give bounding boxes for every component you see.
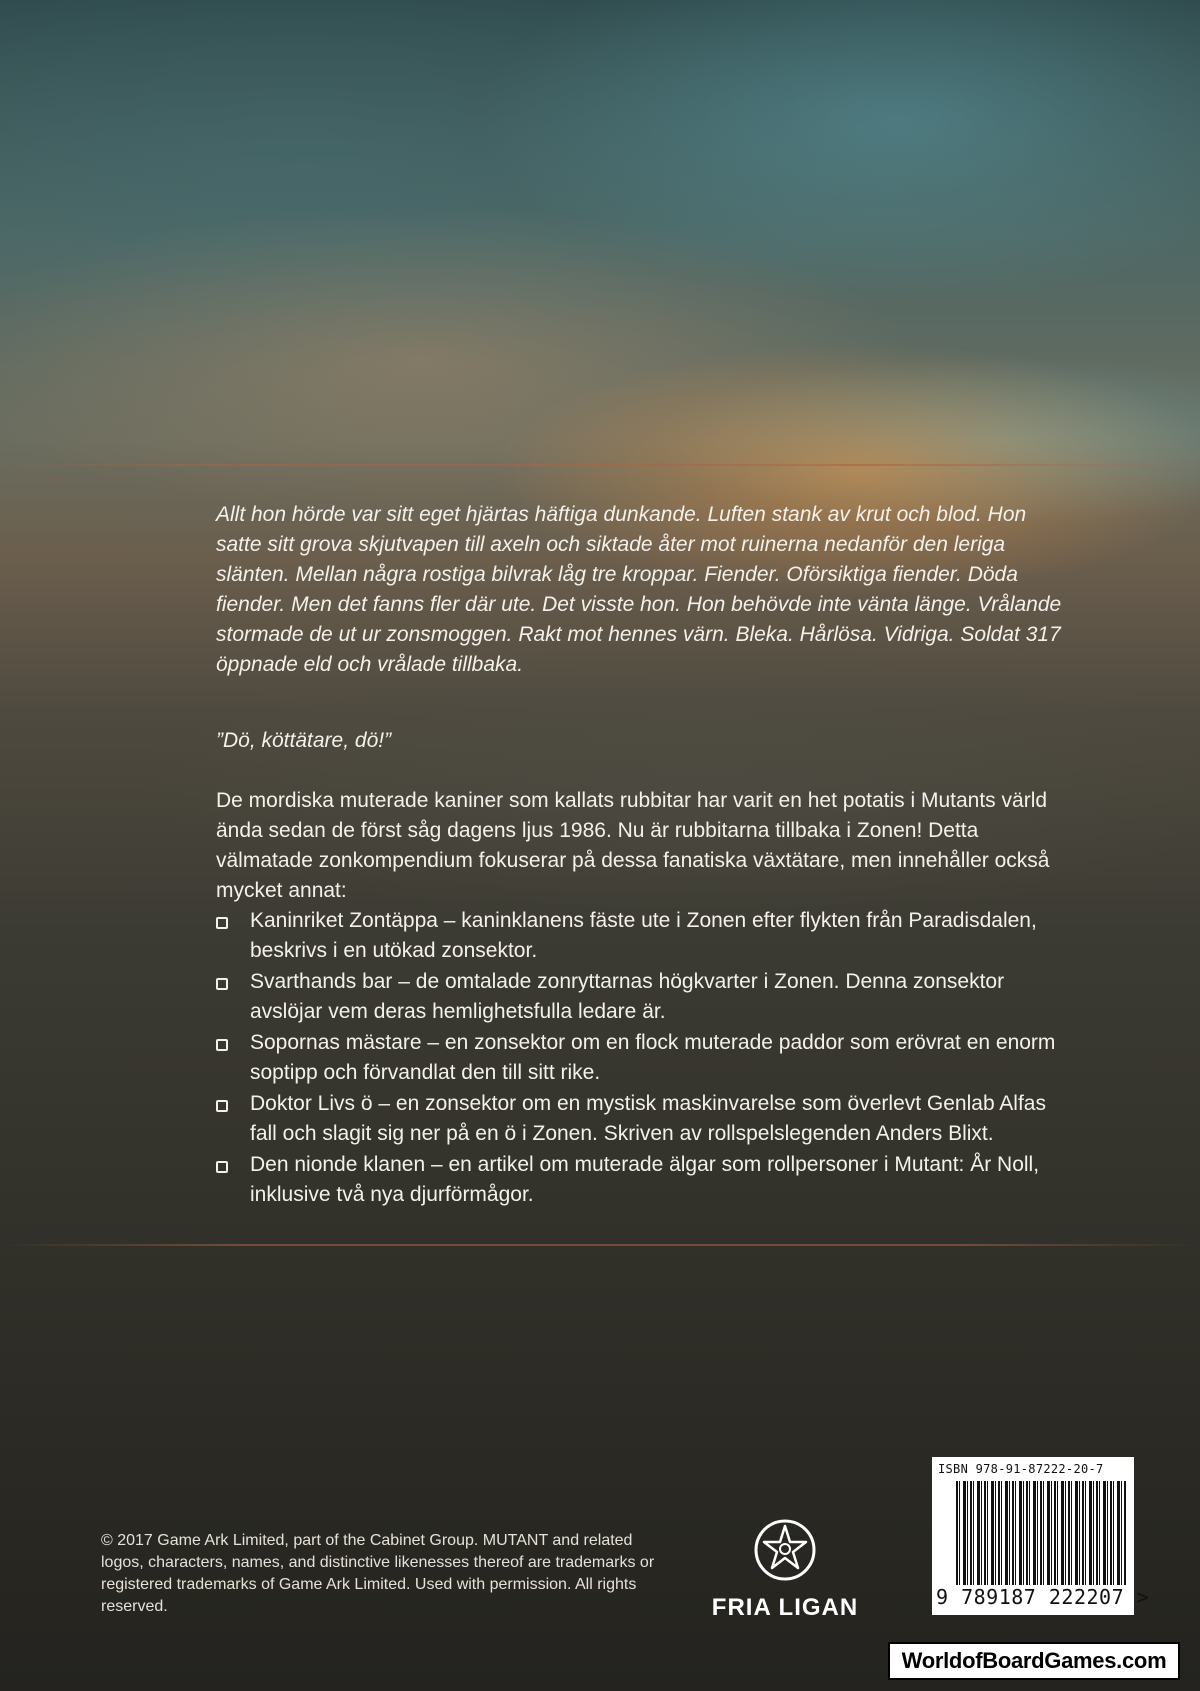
barcode-digits: 9 789187 222207 > [936,1585,1150,1609]
square-bullet-icon [216,978,228,990]
story-excerpt: Allt hon hörde var sitt eget hjärtas häftiga dunkande. Luften stank av krut och blod. Hon satte sitt grova skjutvapen till axeln och siktade åter mot ruinerna nedanför den leriga slänten. Mellan några rostiga bilvrak låg tre kroppar. Fiender. Oförsiktiga fiender. Döda fiender. Men det fanns fler där ute. Det visste hon. Hon behövde inte vänta länge. Vrålande stormade de ut ur zonsmoggen. Rakt mot hennes värn. Bleka. Hårlösa. Vidriga. Soldat 317 öppnade eld och vrålade tillbaka. [216,503,1062,676]
list-item-text: Sopornas mästare – en zonsektor om en flock muterade paddor som erövrat en enorm soptipp och förvandlat den till sitt rike. [250,1031,1056,1084]
rust-band-top [0,464,1200,466]
isbn-label: ISBN 978-91-87222-20-7 [938,1462,1104,1476]
legal-notice: © 2017 Game Ark Limited, part of the Cabinet Group. MUTANT and related logos, characters, names, and distinctive likenesses thereof are trademarks or registered trademarks of Game Ark Limited. Used with permission. All rights reserved. [101,1532,655,1615]
story-quote: ”Dö, köttätare, dö!” [216,729,392,752]
list-item [216,1150,1066,1210]
barcode-bars [956,1481,1126,1585]
watermark: WorldofBoardGames.com [888,1642,1180,1680]
square-bullet-icon [216,1039,228,1051]
list-item-text: Den nionde klanen – en artikel om muterade älgar som rollpersoner i Mutant: År Noll, inklusive två nya djurförmågor. [250,1153,1040,1206]
intro-paragraph: De mordiska muterade kaniner som kallats rubbitar har varit en het potatis i Mutants värld ända sedan de först såg dagens ljus 1986. Nu är rubbitarna tillbaka i Zonen! Detta välmatade zonkompendium fokuserar på dessa fanatiska växtätare, men innehåller också mycket annat: [216,789,1050,902]
list-item-text: Svarthands bar – de omtalade zonryttarnas högkvarter i Zonen. Denna zonsektor avslöjar vem deras hemlighetsfulla ledare är. [250,970,1005,1023]
contents-list [216,906,1066,1211]
list-item [216,1028,1066,1088]
list-item [216,906,1066,966]
rust-band-bottom [0,1244,1200,1246]
publisher-name: FRIA LIGAN [711,1594,859,1621]
list-item [216,1089,1066,1149]
square-bullet-icon [216,1100,228,1112]
square-bullet-icon [216,1161,228,1173]
star-emblem-icon [753,1518,817,1582]
list-item [216,967,1066,1027]
square-bullet-icon [216,917,228,929]
list-item-text: Kaninriket Zontäppa – kaninklanens fäste ute i Zonen efter flykten från Paradisdalen, beskrivs i en utökad zonsektor. [250,909,1037,962]
isbn-barcode [932,1457,1150,1615]
list-item-text: Doktor Livs ö – en zonsektor om en mystisk maskinvarelse som överlevt Genlab Alfas fall och slagit sig ner på en ö i Zonen. Skriven av rollspelslegenden Anders Blixt. [250,1092,1046,1145]
publisher-logo [700,1518,870,1622]
